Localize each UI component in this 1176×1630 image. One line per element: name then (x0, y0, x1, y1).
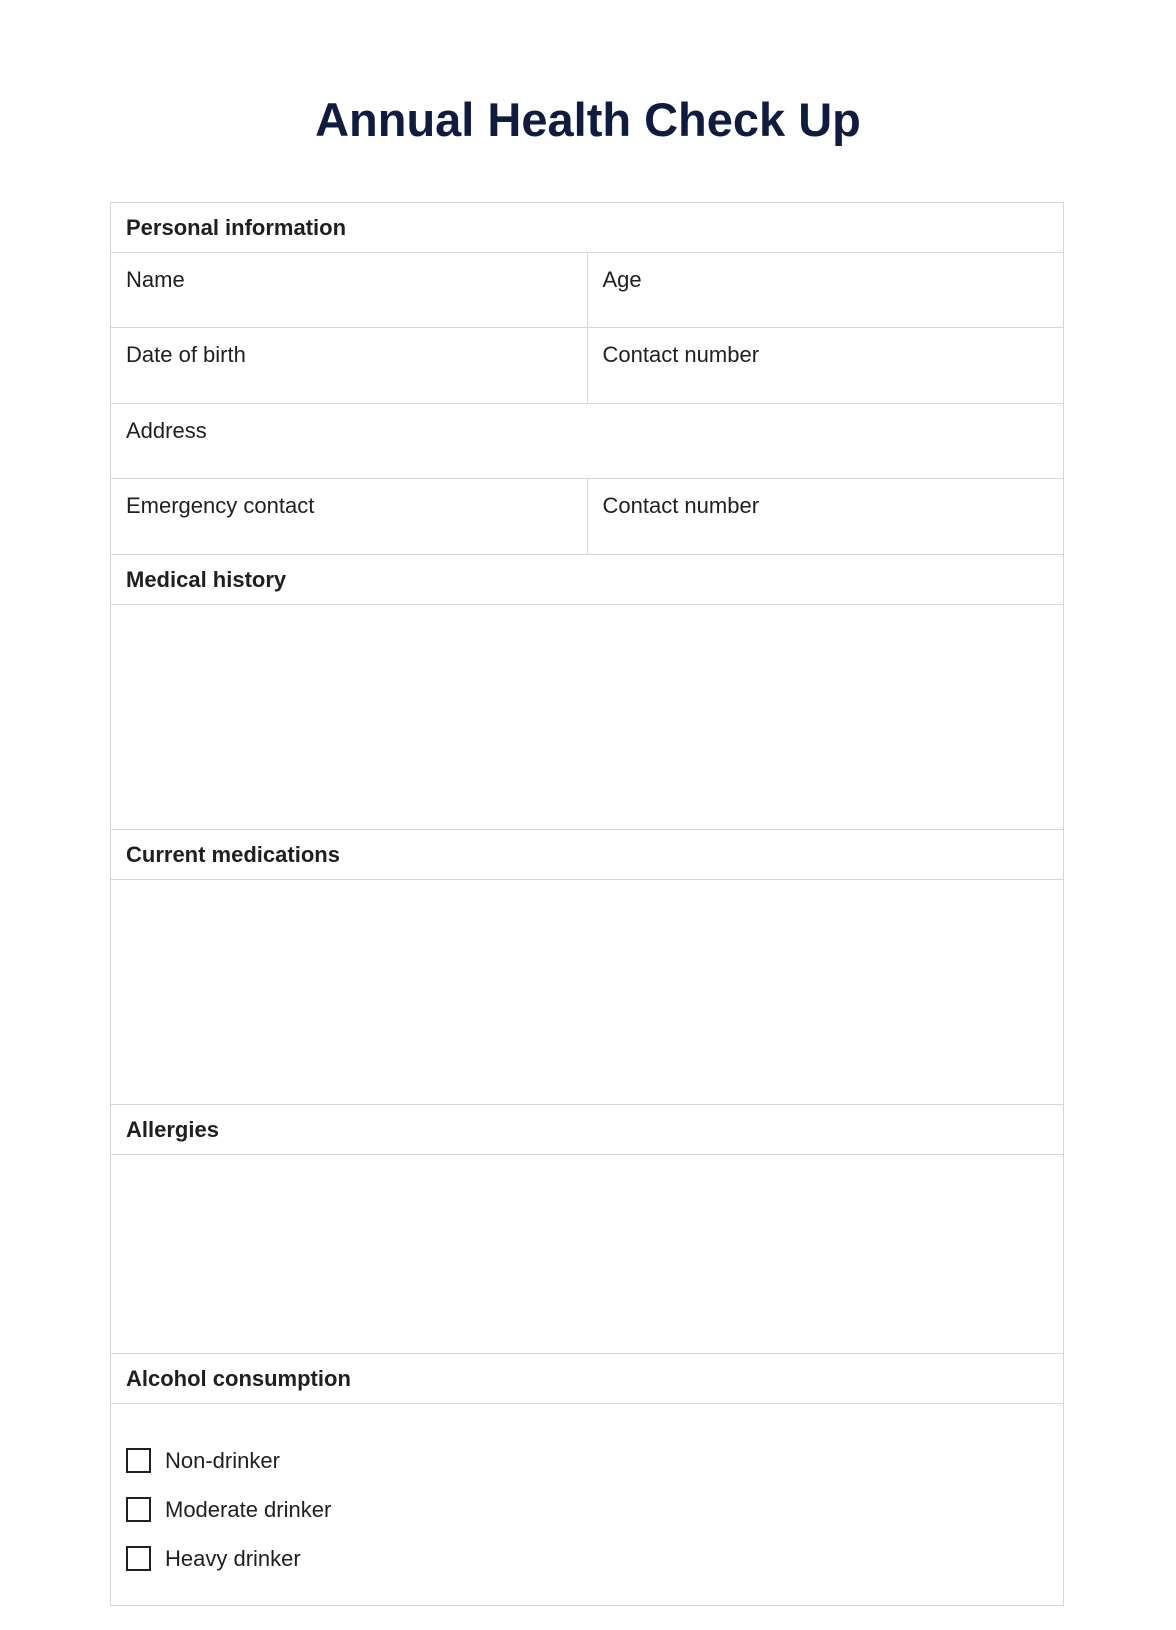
emergency-contact-number-field[interactable] (587, 479, 1064, 554)
checkbox-non-drinker[interactable] (126, 1448, 151, 1473)
checkbox-moderate-drinker[interactable] (126, 1497, 151, 1522)
alcohol-consumption-header (111, 1354, 1063, 1404)
name-age-row (111, 253, 1063, 328)
contact-number-field[interactable] (587, 328, 1064, 403)
allergies-header (111, 1105, 1063, 1155)
section-title: Personal information (126, 215, 347, 240)
emergency-row (111, 479, 1063, 555)
date-of-birth-label: Date of birth (126, 342, 246, 367)
alcohol-options (111, 1404, 346, 1605)
section-title: Medical history (126, 567, 287, 592)
medical-history-input[interactable] (111, 605, 1063, 829)
section-title: Alcohol consumption (126, 1366, 351, 1391)
dob-contact-row (111, 328, 1063, 404)
allergies-input[interactable] (111, 1155, 1063, 1353)
emergency-contact-field[interactable] (111, 479, 587, 554)
health-check-form (110, 202, 1064, 1606)
emergency-contact-label: Emergency contact (126, 493, 315, 518)
option-heavy-drinker[interactable] (126, 1534, 331, 1583)
medical-history-header (111, 555, 1063, 605)
section-title: Current medications (126, 842, 340, 867)
personal-information-header (111, 203, 1063, 253)
alcohol-options-row (111, 1404, 1063, 1605)
age-label: Age (602, 267, 642, 292)
current-medications-header (111, 830, 1063, 880)
current-medications-input[interactable] (111, 880, 1063, 1104)
date-of-birth-field[interactable] (111, 328, 587, 403)
page-title: Annual Health Check Up (315, 93, 861, 146)
option-label: Non-drinker (165, 1447, 280, 1473)
address-row (111, 404, 1063, 479)
option-non-drinker[interactable] (126, 1436, 331, 1485)
address-field[interactable] (111, 404, 1063, 478)
contact-number-label: Contact number (602, 342, 760, 367)
name-field[interactable] (111, 253, 587, 327)
allergies-area[interactable] (111, 1155, 1063, 1354)
current-medications-area[interactable] (111, 880, 1063, 1105)
address-label: Address (126, 418, 207, 443)
medical-history-area[interactable] (111, 605, 1063, 830)
checkbox-heavy-drinker[interactable] (126, 1546, 151, 1571)
name-label: Name (126, 267, 185, 292)
emergency-contact-number-label: Contact number (602, 493, 760, 518)
option-label: Heavy drinker (165, 1545, 301, 1571)
age-field[interactable] (587, 253, 1064, 327)
section-title: Allergies (126, 1117, 219, 1142)
option-label: Moderate drinker (165, 1496, 332, 1522)
option-moderate-drinker[interactable] (126, 1485, 331, 1534)
